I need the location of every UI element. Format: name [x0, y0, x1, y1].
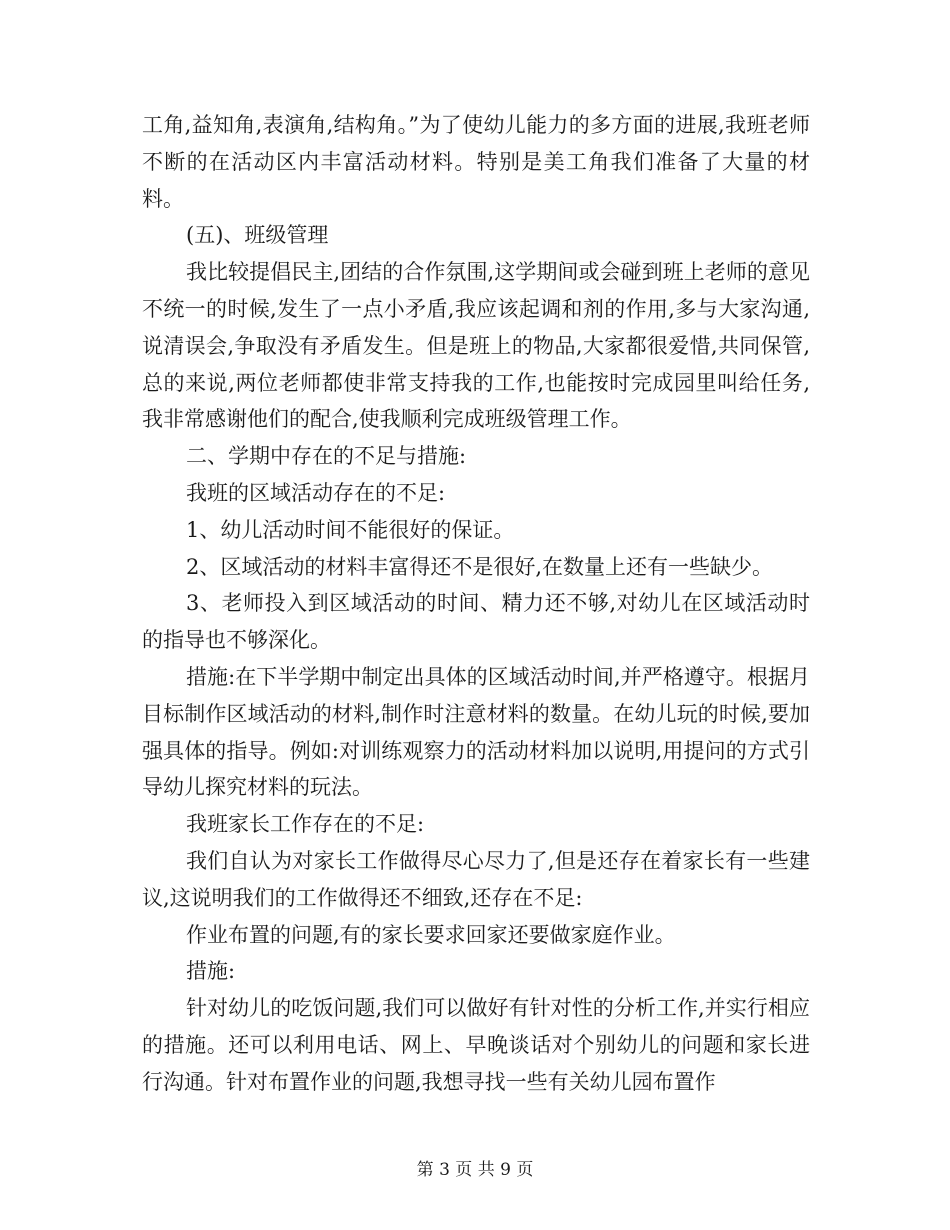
list-item: 2、区域活动的材料丰富得还不是很好,在数量上还有一些缺少。: [186, 554, 774, 579]
paragraph: 作业布置的问题,有的家长要求回家还要做家庭作业。: [186, 922, 676, 947]
page-number-footer: 第 3 页 共 9 页: [416, 1160, 534, 1180]
paragraph: 工角,益知角,表演角,结构角。”为了使幼儿能力的多方面的进展,我班老师不断的在活动区内丰富活动材料。特别是美工角我们准备了大量的材料。: [142, 113, 810, 211]
paragraph: 我班家长工作存在的不足:: [186, 812, 425, 837]
list-item: 1、幼儿活动时间不能很好的保证。: [186, 517, 515, 542]
paragraph: 针对幼儿的吃饭问题,我们可以做好有针对性的分析工作,并实行相应的措施。还可以利用电话、网上、早晚谈话对个别幼儿的问题和家长进行沟通。针对布置作业的问题,我想寻找一些有关幼儿园布置作: [142, 996, 810, 1094]
section-heading-class-management: (五)、班级管理: [186, 223, 329, 248]
list-item: 3、老师投入到区域活动的时间、精力还不够,对幼儿在区域活动时的指导也不够深化。: [142, 591, 810, 653]
paragraph: 我比较提倡民主,团结的合作氛围,这学期间或会碰到班上老师的意见不统一的时候,发生了一点小矛盾,我应该起调和剂的作用,多与大家沟通,说清误会,争取没有矛盾发生。但是班上的物品,大家都很爱惜,共同保管,总的来说,两位老师都使非常支持我的工作,也能按时完成园里叫给任务,我非常感谢他们的配合,使我顺利完成班级管理工作。: [142, 260, 810, 432]
paragraph: 我班的区域活动存在的不足:: [186, 480, 446, 505]
paragraph: 措施:在下半学期中制定出具体的区域活动时间,并严格遵守。根据月目标制作区域活动的材料,制作时注意材料的数量。在幼儿玩的时候,要加强具体的指导。例如:对训练观察力的活动材料加以说明,用提问的方式引导幼儿探究材料的玩法。: [142, 664, 810, 800]
paragraph: 措施:: [186, 959, 236, 984]
section-heading-shortcomings: 二、学期中存在的不足与措施:: [186, 444, 467, 469]
body-text: [142, 107, 810, 1101]
paragraph: 我们自认为对家长工作做得尽心尽力了,但是还存在着家长有一些建议,这说明我们的工作做得还不细致,还存在不足:: [142, 848, 810, 910]
